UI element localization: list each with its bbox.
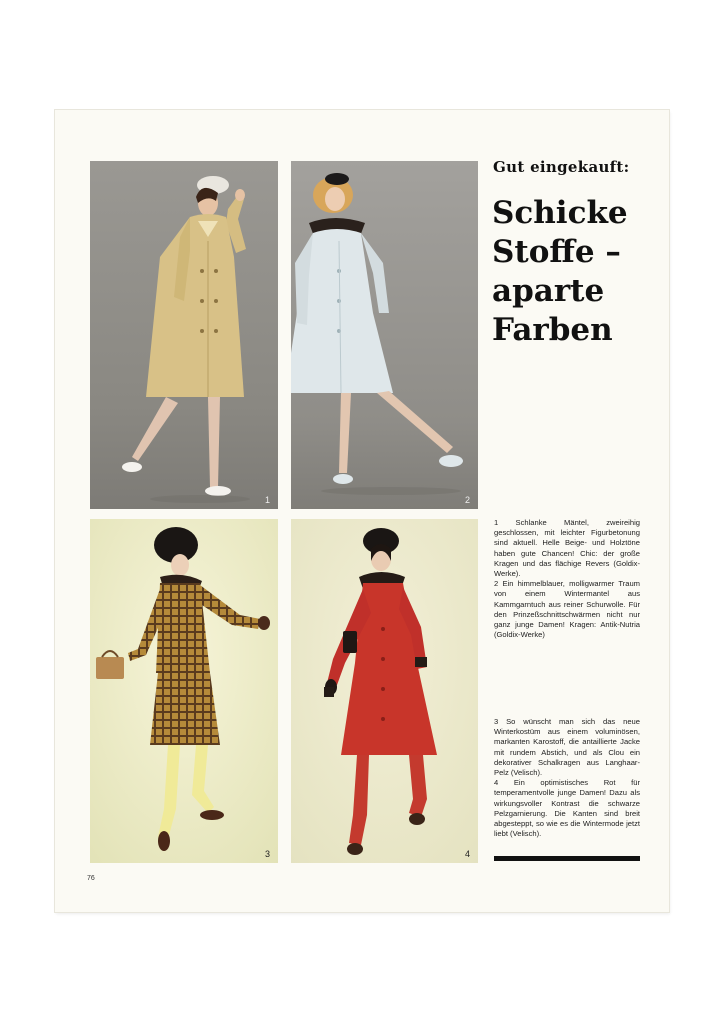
- photo-blue-coat-image: [291, 161, 478, 509]
- caption-paragraph: 3 So wünscht man sich das neue Winterkostüm aus einem voluminösen, markanten Karostoff, die antaillierte Jacke mit rundem Abstich, und als Clou ein dekorativer Schalkragen aus Langhaar-Pelz (Velisch).: [494, 717, 640, 778]
- kicker: Gut eingekauft:: [493, 158, 630, 176]
- caption-paragraph: 2 Ein himmelblauer, molligwarmer Traum von einem Wintermantel aus Kammgarntuch aus reiner Schurwolle. Für den Prinzeßschnittschwärmen nicht nur ganz junge Damen! Kragen: Antik-Nutria (Goldix-Werke): [494, 579, 640, 640]
- photo-beige-coat: [90, 161, 278, 509]
- headline-line: Stoffe –: [492, 234, 621, 270]
- photo-number: 1: [264, 495, 270, 505]
- photo-number: 2: [464, 495, 470, 505]
- photo-beige-coat-image: [90, 161, 278, 509]
- photo-red-coat-image: [291, 519, 478, 863]
- photo-red-coat: [291, 519, 478, 863]
- headline-line: Farben: [492, 312, 613, 348]
- photo-number: 3: [264, 849, 270, 859]
- photo-checked-suit: [90, 519, 278, 863]
- caption-block-2: [494, 717, 640, 839]
- magazine-page: [55, 110, 669, 912]
- headline-line: aparte: [492, 273, 605, 309]
- photo-checked-suit-image: [90, 519, 278, 863]
- caption-block-1: [494, 518, 640, 640]
- caption-paragraph: 4 Ein optimistisches Rot für temperamentvolle junge Damen! Dazu als wirkungsvoller Kontrast die schwarze Pelzgarnierung. Die Kanten sind breit abgesteppt, so wie es die Wintermode jetzt liebt (Velisch).: [494, 778, 640, 839]
- headline-line: Schicke: [492, 195, 628, 231]
- headline: [492, 194, 657, 350]
- photo-blue-coat: [291, 161, 478, 509]
- photo-number: 4: [464, 849, 470, 859]
- page-number: 76: [87, 875, 95, 882]
- caption-paragraph: 1 Schlanke Mäntel, zweireihig geschlossen, mit leichter Figurbetonung sind aktuell. Helle Beige- und Holztöne haben gute Chancen! Chic: der große Kragen und das flächige Revers (Goldix-Werke).: [494, 518, 640, 579]
- closing-rule: [494, 856, 640, 861]
